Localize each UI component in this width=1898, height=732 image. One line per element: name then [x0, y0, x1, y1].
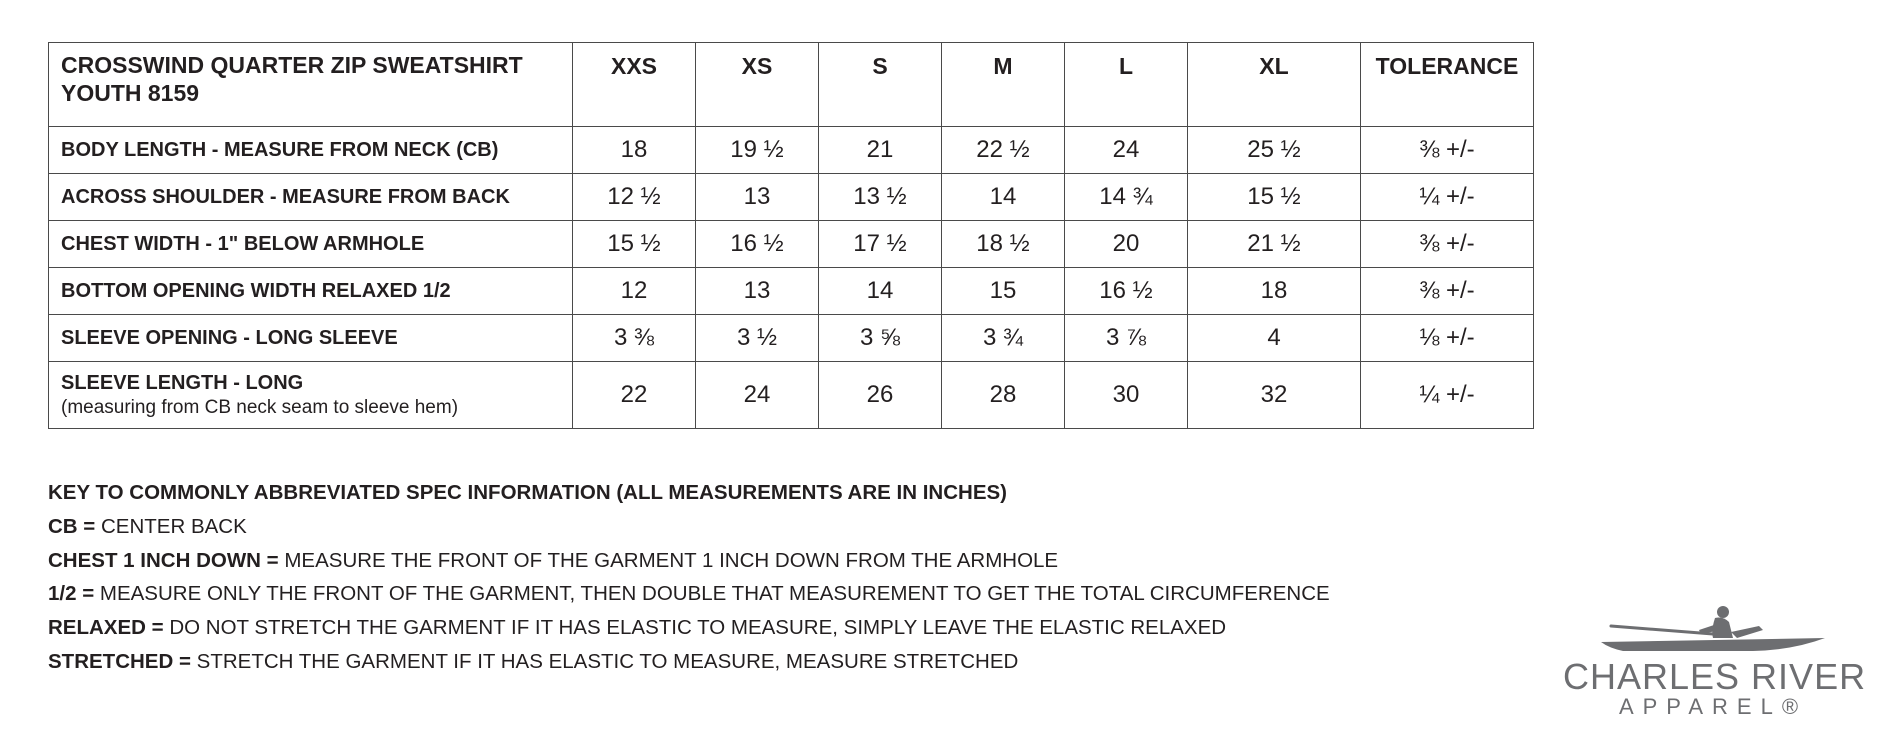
measurement-value: 13: [696, 174, 819, 221]
table-row: [49, 268, 1534, 315]
key-definition: CENTER BACK: [95, 514, 247, 538]
measurement-value: 18: [573, 127, 696, 174]
key-definition: MEASURE THE FRONT OF THE GARMENT 1 INCH DOWN FROM THE ARMHOLE: [278, 548, 1059, 572]
size-header: S: [819, 43, 942, 127]
measurement-value: 22: [573, 362, 696, 429]
measurement-value: 21 ½: [1188, 221, 1361, 268]
measurement-value: 32: [1188, 362, 1361, 429]
measurement-value: 13: [696, 268, 819, 315]
measurement-value: 14: [942, 174, 1065, 221]
measurement-value: 26: [819, 362, 942, 429]
measurement-value: 18 ½: [942, 221, 1065, 268]
measurement-value: 3 ¾: [942, 315, 1065, 362]
measurement-value: 24: [1065, 127, 1188, 174]
key-item: [48, 577, 1330, 611]
spec-table: [48, 42, 1534, 429]
table-row: [49, 127, 1534, 174]
measurement-value: 3 ⅞: [1065, 315, 1188, 362]
measurement-value: 28: [942, 362, 1065, 429]
brand-name: CHARLES RIVER: [1563, 656, 1867, 697]
measurement-value: 3 ⅜: [573, 315, 696, 362]
measurement-label-cell: [49, 362, 573, 429]
brand-subname: APPAREL®: [1618, 694, 1808, 719]
size-header: L: [1065, 43, 1188, 127]
measurement-value: 15: [942, 268, 1065, 315]
measurement-label: CHEST WIDTH - 1" BELOW ARMHOLE: [49, 221, 573, 268]
measurement-value: 15 ½: [573, 221, 696, 268]
table-row: [49, 221, 1534, 268]
measurement-note: (measuring from CB neck seam to sleeve hem): [61, 396, 459, 418]
table-row: [49, 174, 1534, 221]
key-item: [48, 544, 1330, 578]
measurement-label: SLEEVE LENGTH - LONG: [61, 371, 304, 394]
measurement-label: BOTTOM OPENING WIDTH RELAXED 1/2: [49, 268, 573, 315]
measurement-value: 30: [1065, 362, 1188, 429]
measurement-value: 19 ½: [696, 127, 819, 174]
key-definition: MEASURE ONLY THE FRONT OF THE GARMENT, THEN DOUBLE THAT MEASUREMENT TO GET THE TOTAL CIRCUMFERENCE: [94, 582, 1330, 606]
brand-logo: [1563, 604, 1867, 722]
table-row: [49, 315, 1534, 362]
measurement-value: 22 ½: [942, 127, 1065, 174]
key-item: [48, 645, 1330, 679]
tolerance-value: ⅜ +/-: [1361, 221, 1534, 268]
measurement-value: 17 ½: [819, 221, 942, 268]
measurement-value: 15 ½: [1188, 174, 1361, 221]
measurement-value: 18: [1188, 268, 1361, 315]
tolerance-value: ⅜ +/-: [1361, 127, 1534, 174]
header-row: [49, 43, 1534, 127]
measurement-value: 24: [696, 362, 819, 429]
rower-icon: [1563, 604, 1863, 658]
key-term: CHEST 1 INCH DOWN =: [48, 548, 279, 572]
spec-key: [48, 476, 1330, 679]
tolerance-value: ¼ +/-: [1361, 174, 1534, 221]
measurement-label: ACROSS SHOULDER - MEASURE FROM BACK: [49, 174, 573, 221]
measurement-value: 21: [819, 127, 942, 174]
measurement-value: 16 ½: [1065, 268, 1188, 315]
table-row: [49, 362, 1534, 429]
measurement-value: 20: [1065, 221, 1188, 268]
measurement-value: 12: [573, 268, 696, 315]
measurement-value: 16 ½: [696, 221, 819, 268]
key-term: CB =: [48, 514, 96, 538]
measurement-label: BODY LENGTH - MEASURE FROM NECK (CB): [49, 127, 573, 174]
measurement-label: SLEEVE OPENING - LONG SLEEVE: [49, 315, 573, 362]
measurement-value: 3 ⅝: [819, 315, 942, 362]
size-header: XS: [696, 43, 819, 127]
product-title: [49, 43, 573, 127]
measurement-value: 25 ½: [1188, 127, 1361, 174]
measurement-value: 12 ½: [573, 174, 696, 221]
tolerance-header: TOLERANCE: [1361, 43, 1534, 127]
measurement-value: 3 ½: [696, 315, 819, 362]
size-header: M: [942, 43, 1065, 127]
key-term: 1/2 =: [48, 582, 95, 606]
measurement-value: 4: [1188, 315, 1361, 362]
tolerance-value: ⅛ +/-: [1361, 315, 1534, 362]
size-header: XXS: [573, 43, 696, 127]
product-title-line1: CROSSWIND QUARTER ZIP SWEATSHIRT: [61, 52, 523, 78]
product-title-line2: YOUTH 8159: [61, 80, 200, 106]
key-item: [48, 611, 1330, 645]
key-definition: DO NOT STRETCH THE GARMENT IF IT HAS ELASTIC TO MEASURE, SIMPLY LEAVE THE ELASTIC RELAXED: [163, 616, 1227, 640]
measurement-value: 14: [819, 268, 942, 315]
size-header: XL: [1188, 43, 1361, 127]
measurement-value: 14 ¾: [1065, 174, 1188, 221]
key-term: STRETCHED =: [48, 649, 191, 673]
key-definition: STRETCH THE GARMENT IF IT HAS ELASTIC TO MEASURE, MEASURE STRETCHED: [190, 649, 1019, 673]
key-term: RELAXED =: [48, 616, 164, 640]
tolerance-value: ⅜ +/-: [1361, 268, 1534, 315]
key-heading: KEY TO COMMONLY ABBREVIATED SPEC INFORMATION (ALL MEASUREMENTS ARE IN INCHES): [48, 481, 1008, 504]
tolerance-value: ¼ +/-: [1361, 362, 1534, 429]
measurement-value: 13 ½: [819, 174, 942, 221]
key-item: [48, 510, 1330, 544]
